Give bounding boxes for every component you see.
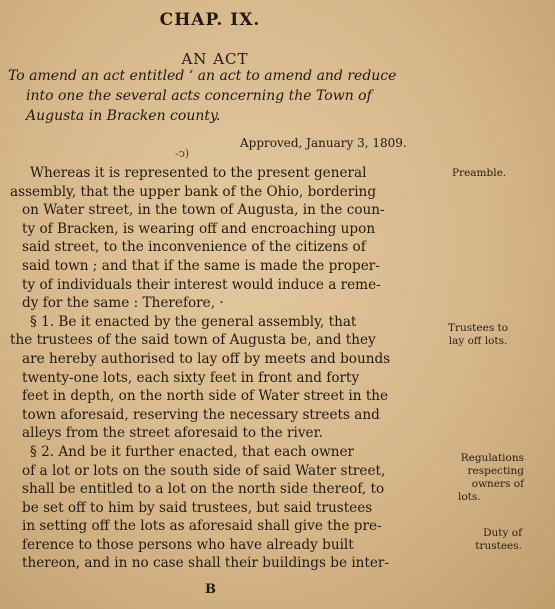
subtitle-line: Augusta in Bracken county. bbox=[26, 108, 221, 124]
body-line: thereon, and in no case shall their buildings be inter- bbox=[22, 555, 390, 572]
body-line: ty of individuals their interest would induce a reme- bbox=[22, 276, 381, 293]
body-line: alleys from the street aforesaid to the river. bbox=[22, 425, 323, 442]
body-line: town aforesaid, reserving the necessary streets and bbox=[22, 406, 380, 423]
margin-note-line: Duty of bbox=[483, 527, 522, 539]
act-heading: AN ACT bbox=[181, 50, 249, 68]
body-line: the trustees of the said town of Augusta be, and they bbox=[10, 332, 376, 349]
body-line: are hereby authorised to lay off by meets and bounds bbox=[22, 350, 391, 367]
approval-date: Approved, January 3, 1809. bbox=[240, 136, 407, 150]
margin-note-preamble bbox=[452, 167, 506, 180]
body-line: ty of Bracken, is wearing off and encroaching upon bbox=[22, 220, 376, 237]
margin-note-line: Trustees to bbox=[448, 322, 509, 334]
printer-mark: -ↄ) bbox=[175, 147, 190, 160]
body-line: Whereas it is represented to the present general bbox=[30, 165, 367, 181]
body-line: ference to those persons who have already built bbox=[22, 536, 354, 553]
margin-note-line: Regulations bbox=[460, 452, 524, 464]
body-line: said street, to the inconvenience of the citizens of bbox=[22, 239, 366, 256]
body-line: dy for the same : Therefore, · bbox=[22, 295, 224, 312]
body-line: assembly, that the upper bank of the Ohio, bordering bbox=[10, 183, 377, 200]
body-line: § 2. And be it further enacted, that each owner bbox=[30, 443, 354, 460]
subtitle-line: To amend an act entitled ‘ an act to amend and reduce bbox=[8, 68, 397, 84]
margin-note-regulations bbox=[452, 452, 524, 504]
body-line: § 1. Be it enacted by the general assembly, that bbox=[30, 313, 357, 330]
margin-note-line: Preamble. bbox=[452, 167, 507, 179]
body-line: of a lot or lots on the south side of said Water street, bbox=[22, 462, 386, 479]
margin-note-line: lots. bbox=[458, 491, 481, 503]
act-body bbox=[10, 164, 435, 573]
margin-note-line: trustees. bbox=[475, 540, 522, 552]
body-line: in setting off the lots as aforesaid shall give the pre- bbox=[22, 518, 382, 535]
act-subtitle bbox=[8, 66, 438, 126]
chapter-heading: CHAP. IX. bbox=[159, 10, 261, 30]
body-line: twenty-one lots, each sixty feet in front and forty bbox=[22, 369, 360, 386]
body-line: feet in depth, on the north side of Water street in the bbox=[22, 388, 389, 405]
body-line: said town ; and that if the same is made the proper- bbox=[22, 257, 380, 274]
subtitle-line: into one the several acts concerning the Town of bbox=[26, 88, 372, 104]
body-line: shall be entitled to a lot on the north side thereof, to bbox=[22, 481, 385, 498]
margin-note-trustees bbox=[448, 322, 508, 348]
margin-note-line: lay off lots. bbox=[448, 335, 508, 347]
body-line: on Water street, in the town of Augusta, in the coun- bbox=[22, 202, 385, 219]
margin-note-line: respecting bbox=[467, 465, 524, 477]
margin-note-line: owners of bbox=[471, 478, 524, 490]
body-line: be set off to him by said trustees, but said trustees bbox=[22, 499, 373, 516]
signature-mark: B bbox=[205, 582, 216, 597]
margin-note-duty bbox=[460, 527, 522, 553]
